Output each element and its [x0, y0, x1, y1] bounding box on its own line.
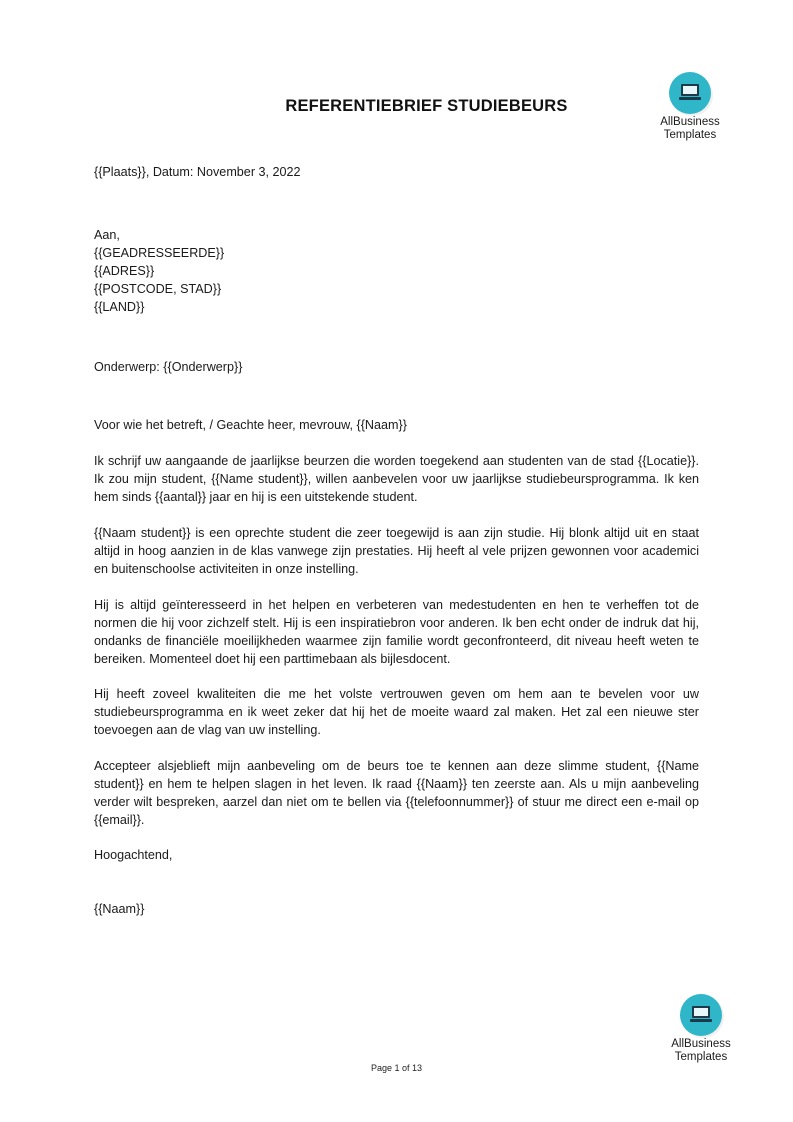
- logo-line2: Templates: [663, 129, 717, 141]
- paragraph-2: {{Naam student}} is een oprechte student die zeer toegewijd is aan zijn studie. Hij blonk altijd uit en staat altijd in hoog aanzien in de klas vanwege zijn prestaties. Hij heeft al vele prijzen gewonnen voor academici en buitenschoolse activiteiten in onze instelling.: [94, 526, 699, 576]
- paragraph-5: Accepteer alsjeblieft mijn aanbeveling om de beurs toe te kennen aan deze slimme student, {{Name student}} en hem te helpen slagen in het leven. Ik raad {{Naam}} ten zeerste aan. Als u mijn aanbeveling verder wilt bespreken, aarzel dan niet om te bellen via {{telefoonnummer}} of stuur me direct een e-mail op {{email}}.: [94, 759, 699, 827]
- document-title: REFERENTIEBRIEF STUDIEBEURS: [285, 97, 568, 115]
- logo-text: [665, 1038, 737, 1064]
- place-date: {{Plaats}}, Datum: November 3, 2022: [94, 165, 301, 179]
- address-to: Aan,: [94, 228, 120, 242]
- logo-text: [654, 116, 726, 142]
- signature-name: {{Naam}}: [94, 902, 145, 916]
- address-country: {{LAND}}: [94, 300, 145, 314]
- logo-line1: AllBusiness: [660, 116, 720, 128]
- address-postcode-city: {{POSTCODE, STAD}}: [94, 282, 222, 296]
- paragraph-1: Ik schrijf uw aangaande de jaarlijkse beurzen die worden toegekend aan studenten van de stad {{Locatie}}. Ik zou mijn student, {{Name student}}, willen aanbevelen voor uw jaarlijkse studiebeursprogramma. Ik ken hem sinds {{aantal}} jaar en hij is een uitstekende student.: [94, 454, 699, 504]
- logo-line1: AllBusiness: [671, 1038, 731, 1050]
- paragraph-4: Hij heeft zoveel kwaliteiten die me het volste vertrouwen geven om hem aan te bevelen voor uw studiebeursprogramma en ik weet zeker dat hij het de moeite waard zal maken. Het zal een nieuwe ster toevoegen aan de vlag van uw instelling.: [94, 687, 699, 737]
- logo-circle: [680, 994, 722, 1036]
- logo-line2: Templates: [674, 1051, 728, 1063]
- paragraph-3: Hij is altijd geïnteresseerd in het helpen en verbeteren van medestudenten en hen te verheffen tot de normen die hij voor zichzelf stelt. Hij is een inspiratiebron voor anderen. Ik ben echt onder de indruk dat hij, ondanks de financiële moeilijkheden waarmee zijn familie wordt geconfronteerd, dit niveau heeft weten te bereiken. Momenteel doet hij een parttimebaan als bijlesdocent.: [94, 598, 699, 666]
- subject-line: Onderwerp: {{Onderwerp}}: [94, 360, 243, 374]
- address-street: {{ADRES}}: [94, 264, 155, 278]
- allbusiness-logo-bottom: [665, 994, 737, 1064]
- greeting-line: Voor wie het betreft, / Geachte heer, mevrouw, {{Naam}}: [94, 418, 407, 432]
- address-block: [94, 226, 699, 316]
- address-addressee: {{GEADRESSEERDE}}: [94, 246, 225, 260]
- laptop-icon: [689, 1005, 713, 1025]
- closing-line: Hoogachtend,: [94, 848, 173, 862]
- page-footer: Page 1 of 13: [370, 1063, 423, 1073]
